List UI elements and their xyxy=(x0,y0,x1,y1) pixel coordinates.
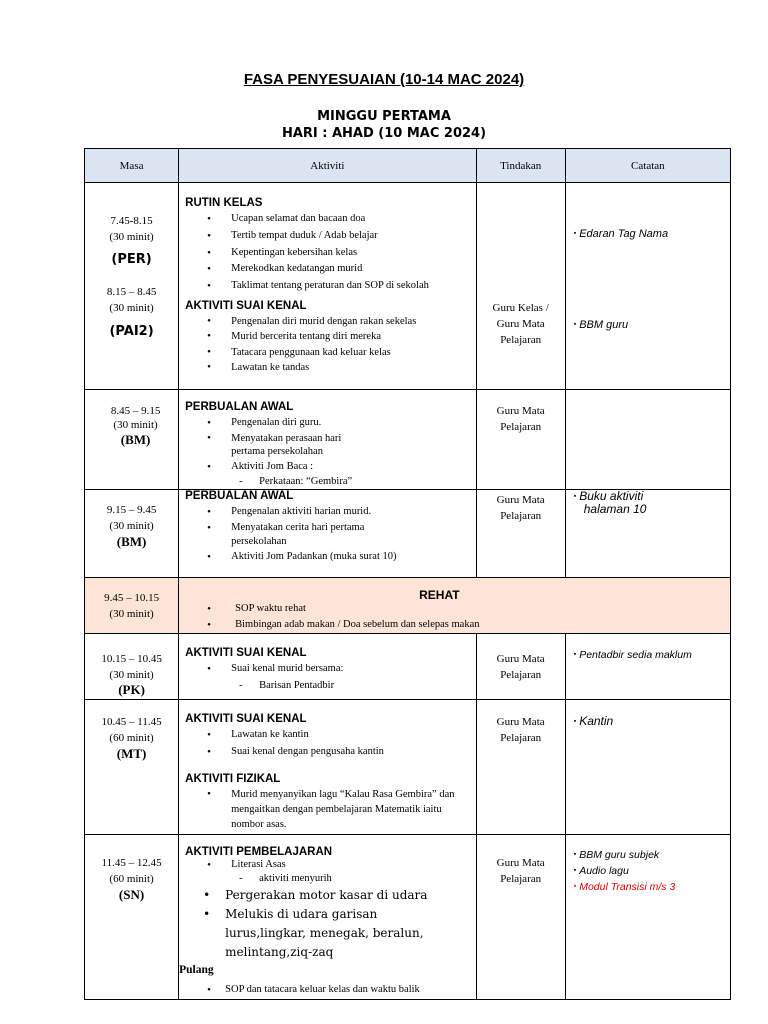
note-item: ▪ Buku aktiviti xyxy=(573,489,644,503)
table-row-rehat xyxy=(85,578,731,634)
list-item: • Lawatan ke tandas xyxy=(179,360,475,376)
activity-list xyxy=(179,314,475,376)
table-row xyxy=(85,390,731,490)
list-item: • Melukis di udara garisan lurus,lingkar, menegak, beralun, melintang,ziq-zaq xyxy=(179,905,475,962)
sub-item: - aktiviti menyurih xyxy=(179,872,475,886)
header-aktiviti: Aktiviti xyxy=(179,149,476,183)
subject-code: (PK) xyxy=(118,682,145,697)
page-title: FASA PENYESUAIAN (10-14 MAC 2024) xyxy=(243,71,525,88)
activity-list xyxy=(179,415,475,476)
schedule-table xyxy=(84,148,731,1000)
masa-cell xyxy=(85,490,179,578)
time-text: 10.15 – 10.45 xyxy=(101,653,162,665)
tindakan-cell xyxy=(476,490,565,578)
activity-list xyxy=(179,886,475,962)
tindakan-text: Guru Mata xyxy=(496,653,545,665)
list-item: • Pengenalan diri guru. xyxy=(179,415,475,432)
rehat-cell xyxy=(179,578,731,634)
masa-cell xyxy=(85,578,179,634)
masa-cell xyxy=(85,183,179,390)
header-catatan: Catatan xyxy=(565,149,730,183)
catatan-cell xyxy=(565,183,730,390)
note-text: Kantin xyxy=(579,714,614,728)
note-item: ▪ Pentadbir sedia maklum xyxy=(573,649,692,661)
note-text: Audio lagu xyxy=(579,865,629,877)
tindakan-text: Pelajaran xyxy=(500,421,542,433)
note-text: Edaran Tag Nama xyxy=(579,228,669,240)
activity-heading: AKTIVITI SUAI KENAL xyxy=(185,647,307,659)
tindakan-text: Pelajaran xyxy=(500,669,542,681)
aktiviti-cell xyxy=(179,183,476,390)
tindakan-text: Pelajaran xyxy=(500,732,542,744)
tindakan-text: Guru Mata xyxy=(496,716,545,728)
subject-code: (BM) xyxy=(120,432,151,447)
note-text: halaman 10 xyxy=(583,502,647,516)
aktiviti-cell xyxy=(179,634,476,700)
catatan-cell xyxy=(565,700,730,835)
time-text: 11.45 – 12.45 xyxy=(101,857,162,869)
activity-heading: AKTIVITI SUAI KENAL xyxy=(185,713,307,725)
list-item: • Menyatakan cerita hari pertama persekolahan xyxy=(179,521,475,549)
aktiviti-cell xyxy=(179,700,476,835)
activity-list xyxy=(179,211,475,295)
header-masa: Masa xyxy=(85,149,179,183)
tindakan-text: Guru Mata xyxy=(496,857,545,869)
duration-text: (30 minit) xyxy=(109,231,154,243)
tindakan-text: Pelajaran xyxy=(500,873,542,885)
duration-text: (60 minit) xyxy=(109,732,154,744)
list-item: • Pengenalan aktiviti harian murid. xyxy=(179,504,475,521)
day-subtitle: HARI : AHAD (10 MAC 2024) xyxy=(281,126,487,141)
tindakan-cell xyxy=(476,634,565,700)
subject-code: (PAI2) xyxy=(109,324,154,339)
catatan-cell xyxy=(565,490,730,578)
tindakan-cell xyxy=(476,390,565,490)
subject-code: (MT) xyxy=(116,746,147,761)
activity-list xyxy=(179,661,475,678)
aktiviti-cell xyxy=(179,835,476,1000)
list-item: • Aktiviti Jom Padankan (muka surat 10) xyxy=(179,549,475,566)
list-item: • Aktiviti Jom Baca : xyxy=(179,459,475,476)
table-row xyxy=(85,490,731,578)
duration-text: (30 minit) xyxy=(113,419,158,431)
list-item: • Pengenalan diri murid dengan rakan sekelas xyxy=(179,314,475,330)
duration-text: (60 minit) xyxy=(109,873,154,885)
activity-list xyxy=(179,601,730,633)
activity-list xyxy=(179,727,475,761)
list-item: • Kepentingan kebersihan kelas xyxy=(179,245,475,262)
list-item: • Tatacara penggunaan kad keluar kelas xyxy=(179,345,475,361)
masa-cell xyxy=(85,390,179,490)
note-text: Buku aktiviti xyxy=(579,489,644,503)
subject-code: (SN) xyxy=(118,887,145,902)
list-item: • Merekodkan kedatangan murid xyxy=(179,261,475,278)
catatan-cell xyxy=(565,835,730,1000)
time-text: 8.15 – 8.45 xyxy=(106,286,157,298)
activity-heading: PERBUALAN AWAL xyxy=(185,401,294,413)
note-item: ▪ Edaran Tag Nama xyxy=(573,228,669,240)
list-item: • Pergerakan motor kasar di udara xyxy=(179,886,475,905)
time-text: 7.45-8.15 xyxy=(110,215,153,227)
list-item: • SOP dan tatacara keluar kelas dan waktu balik xyxy=(179,982,475,999)
note-item: ▪ BBM guru xyxy=(573,319,629,331)
list-item: • Suai kenal dengan pengusaha kantin xyxy=(179,744,475,761)
activity-list xyxy=(179,787,475,832)
catatan-cell xyxy=(565,390,730,490)
tindakan-text: Guru Mata xyxy=(496,494,545,506)
sub-item: - Barisan Pentadbir xyxy=(179,678,475,694)
activity-heading: AKTIVITI PEMBELAJARAN xyxy=(185,846,333,858)
activity-heading: AKTIVITI SUAI KENAL xyxy=(185,299,307,312)
time-text: 8.45 – 9.15 xyxy=(110,405,161,417)
rehat-heading: REHAT xyxy=(419,588,460,602)
sub-item: - Perkataan: “Gembira” xyxy=(179,476,475,488)
time-text: 9.15 – 9.45 xyxy=(106,504,157,516)
note-item: ▪ Audio lagu xyxy=(573,865,629,877)
list-item: • Bimbingan adab makan / Doa sebelum dan selepas makan xyxy=(179,617,730,633)
pulang-heading: Pulang xyxy=(179,964,214,976)
duration-text: (30 minit) xyxy=(109,669,154,681)
masa-cell xyxy=(85,835,179,1000)
tindakan-cell xyxy=(476,183,565,390)
duration-text: (30 minit) xyxy=(109,608,154,620)
activity-list xyxy=(179,858,475,872)
list-item: • Ucapan selamat dan bacaan doa xyxy=(179,211,475,228)
tindakan-cell xyxy=(476,835,565,1000)
note-text: Modul Transisi m/s 3 xyxy=(579,881,676,893)
list-item: • SOP waktu rehat xyxy=(179,601,730,617)
time-text: 9.45 – 10.15 xyxy=(104,592,160,604)
list-item: • Taklimat tentang peraturan dan SOP di sekolah xyxy=(179,278,475,295)
activity-heading: PERBUALAN AWAL xyxy=(185,490,294,502)
tindakan-text: Guru Mata xyxy=(496,405,545,417)
week-subtitle: MINGGU PERTAMA xyxy=(317,109,451,124)
list-item: • Tertib tempat duduk / Adab belajar xyxy=(179,228,475,245)
aktiviti-cell xyxy=(179,390,476,490)
header-tindakan: Tindakan xyxy=(476,149,565,183)
activity-heading: RUTIN KELAS xyxy=(185,197,263,209)
subject-code: (BM) xyxy=(116,534,147,549)
aktiviti-cell xyxy=(179,490,476,578)
list-item: • Lawatan ke kantin xyxy=(179,727,475,744)
note-text: Pentadbir sedia maklum xyxy=(579,649,692,661)
list-item: • Suai kenal murid bersama: xyxy=(179,661,475,678)
list-item: • Literasi Asas xyxy=(179,858,475,872)
activity-heading: AKTIVITI FIZIKAL xyxy=(185,772,281,785)
duration-text: (30 minit) xyxy=(109,520,154,532)
note-item: ▪ Kantin xyxy=(573,714,614,728)
table-row xyxy=(85,183,731,390)
note-item: ▪ Modul Transisi m/s 3 xyxy=(573,881,676,893)
masa-cell xyxy=(85,700,179,835)
masa-cell xyxy=(85,634,179,700)
table-row xyxy=(85,835,731,1000)
list-item: • Murid menyanyikan lagu “Kalau Rasa Gembira” dan mengaitkan dengan pembelajaran Matematik iaitu nombor asas. xyxy=(179,787,475,832)
tindakan-text: Guru Mata xyxy=(496,318,545,330)
tindakan-text: Guru Kelas / xyxy=(492,302,549,314)
tindakan-text: Pelajaran xyxy=(500,334,542,346)
note-text: BBM guru xyxy=(579,319,629,331)
tindakan-text: Pelajaran xyxy=(500,510,542,522)
subject-code: (PER) xyxy=(111,252,152,267)
table-row xyxy=(85,700,731,835)
catatan-cell xyxy=(565,634,730,700)
tindakan-cell xyxy=(476,700,565,835)
list-item: • Murid bercerita tentang diri mereka xyxy=(179,329,475,345)
activity-list xyxy=(179,982,475,999)
table-header-row xyxy=(85,149,731,183)
duration-text: (30 minit) xyxy=(109,302,154,314)
note-text: BBM guru subjek xyxy=(579,849,660,861)
note-item: ▪ BBM guru subjek xyxy=(573,849,660,861)
activity-list xyxy=(179,504,475,566)
list-item: • Menyatakan perasaan hari pertama persekolahan xyxy=(179,432,475,459)
table-row xyxy=(85,634,731,700)
time-text: 10.45 – 11.45 xyxy=(101,716,162,728)
